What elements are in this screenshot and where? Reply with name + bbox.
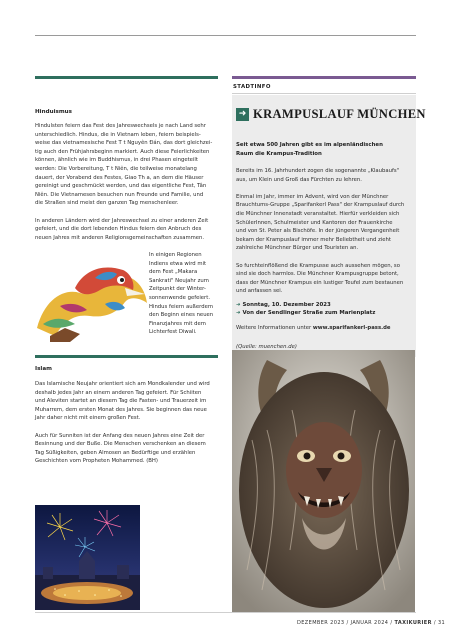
hinduism-paragraph-1 [35,122,220,242]
text-line: Sankrati" Neujahr zum [149,277,209,284]
text-line: In einigen Regionen [149,252,202,258]
text-line: die Straßen sind meist den ganzen Tag menschenleer. [35,200,179,207]
text-line: sonnenwende gefeiert. [149,294,210,301]
text-line: können, ähnlich wie im Buddhismus, in drei Phasen eingeteilt [35,157,198,164]
footer-rule [35,612,416,613]
event-route-text: Von der Sendlinger Straße zum Marienplatz [242,310,376,316]
text-line: Zeitpunkt der Winter- [149,286,206,293]
text-line: deshalb jedes Jahr an einem anderen Tag gefeiert. Für Schiiten [35,389,202,396]
stadtinfo-headline [236,107,426,122]
text-line: In anderen Ländern wird der Jahreswechsel zu einer anderen Zeit [35,217,209,224]
page-footer [297,620,446,626]
text-line: dem Fest „Makara [149,269,198,276]
arrow-right-icon: ➜ [236,108,249,121]
text-line: Auch für Sunniten ist der Anfang des neuen Jahres eine Zeit der [35,432,205,439]
text-line: und anfassen sei. [236,288,283,295]
footer-date: DEZEMBER 2023 / JANUAR 2024 / [297,620,395,626]
text-line: zahlreiche Münchner Bürger und Touristen an. [236,245,359,252]
text-line: Das Islamische Neujahr orientiert sich am Mondkalender und wird [35,381,210,387]
stadtinfo-section-bar [232,76,416,79]
text-line: weise das vietnamesische Fest T t Nguyên Đán, das dort gleichzei- [35,140,213,147]
headline-text: KRAMPUSLAUF MÜNCHEN [253,107,426,121]
islam-paragraphs [35,380,220,466]
lead-line: Seit etwa 500 Jahren gibt es im alpenländischen [236,142,383,148]
top-rule [35,35,416,36]
fireworks-photo [35,505,140,610]
text-line: die Münchner Innenstadt veranstaltet. Hierfür verkleiden sich [236,210,400,217]
text-line: Tag Süßigkeiten, geben Almosen an Bedürftige und erzählen [35,449,196,456]
islam-section-bar [35,355,218,358]
text-line: und Aleviten startet an diesem Tag die Fasten- und Trauerzeit im [35,398,207,405]
text-line: dauert, der Vorabend des Festes, Giao Th a, an dem die Häuser [35,174,204,181]
arrow-right-icon: ➜ [236,310,241,316]
krampus-mask-photo [232,350,415,612]
text-line: Niên. Die Vietnamesen besuchen nun Freunde und Familie, und [35,191,204,198]
source-note: (Quelle: muenchen.de) [236,344,297,350]
text-line: sind sie doch harmlos. Die Münchner Krampusgruppe betont, [236,271,399,278]
hinduism-title: Hinduismus [35,109,72,115]
stadtinfo-kicker: STADTINFO [233,84,271,90]
text-line: tig auch den Frühjahrsbeginn markiert. Auch diese Feierlichkeiten [35,148,210,155]
text-line: Bereits im 16. Jahrhundert zogen die sogenannte „Klaubaufs" [236,168,400,174]
dragon-parade-photo [35,258,150,342]
islam-title: Islam [35,366,52,372]
text-line: Indiens etwa wird mit [149,260,207,267]
text-line: Einmal im Jahr, immer im Advent, wird von der Münchner [236,193,389,200]
text-line: Muharrem, dem ersten Monat des Jahres. Sie beginnen das neue [35,406,207,413]
event-date-text: Sonntag, 10. Dezember 2023 [242,302,331,308]
text-line: Hindus feiern außerdem [149,303,214,310]
hinduism-paragraph-3 [149,251,224,337]
text-line: SchülerInnen, Schulmeister und Kantoren der Frauenkirche [236,219,393,226]
text-line: neuen Jahres mit anderen Religionsgemeinschaften zusammen. [35,234,205,241]
page-number: / 31 [431,620,446,626]
text-line: und von St. Peter als Bischöfe. In der jüngeren Vergangenheit [236,228,400,235]
more-info [236,324,416,333]
text-line: Finanzjahres mit dem [149,320,206,327]
lead-line: Raum die Krampus-Tradition [236,150,322,157]
text-line: Geschichten vom Propheten Mohammed. (BH) [35,458,158,465]
text-line: Brauchtums-Gruppe „Sparifankerl Pass" der Krampuslauf durch [236,202,405,209]
more-info-prefix: Weitere Informationen unter [236,325,313,331]
footer-brand: TAXIKURIER [394,620,432,626]
text-line: aus, um Klein und Groß das Fürchten zu lehren. [236,176,362,183]
text-line: dass der Münchner Krampus ein lustiger Teufel zum bestaunen [236,279,404,286]
stadtinfo-lead [236,141,414,158]
text-line: Besinnung und der Buße. Die Menschen verschenken an diesem [35,441,206,448]
kicker-rule [232,93,416,94]
text-line: Hindulsten feiern das Fest des Jahreswechsels je nach Land sehr [35,123,206,129]
text-line: Jahr daher nicht mit einem großen Fest. [35,415,141,422]
text-line: werden: Die Vorbereitung, T t Niên, die teilweise monatelang [35,165,197,172]
arrow-right-icon: ➜ [236,302,241,308]
text-line: unterschiedlich. Hindus, die in Vietnam leben, feiern beispiels- [35,131,201,138]
stadtinfo-body [236,167,416,296]
event-route [236,309,375,318]
text-line: gefeiert, und die dort lebenden Hindus feiern den Anbruch des [35,226,202,233]
text-line: Lichterfest Diwali. [149,329,197,336]
hinduism-section-bar [35,76,218,79]
more-info-link[interactable]: www.sparifankerl-pass.de [312,325,391,331]
text-line: den Beginn eines neuen [149,312,214,319]
text-line: So furchteinflößend die Krampusse auch aussehen mögen, so [236,262,400,269]
text-line: bekam der Krampuslauf immer mehr Beliebtheit und zieht [236,236,391,243]
text-line: gereinigt und geschmückt werden, und das eigentliche Fest, Tân [35,183,207,190]
